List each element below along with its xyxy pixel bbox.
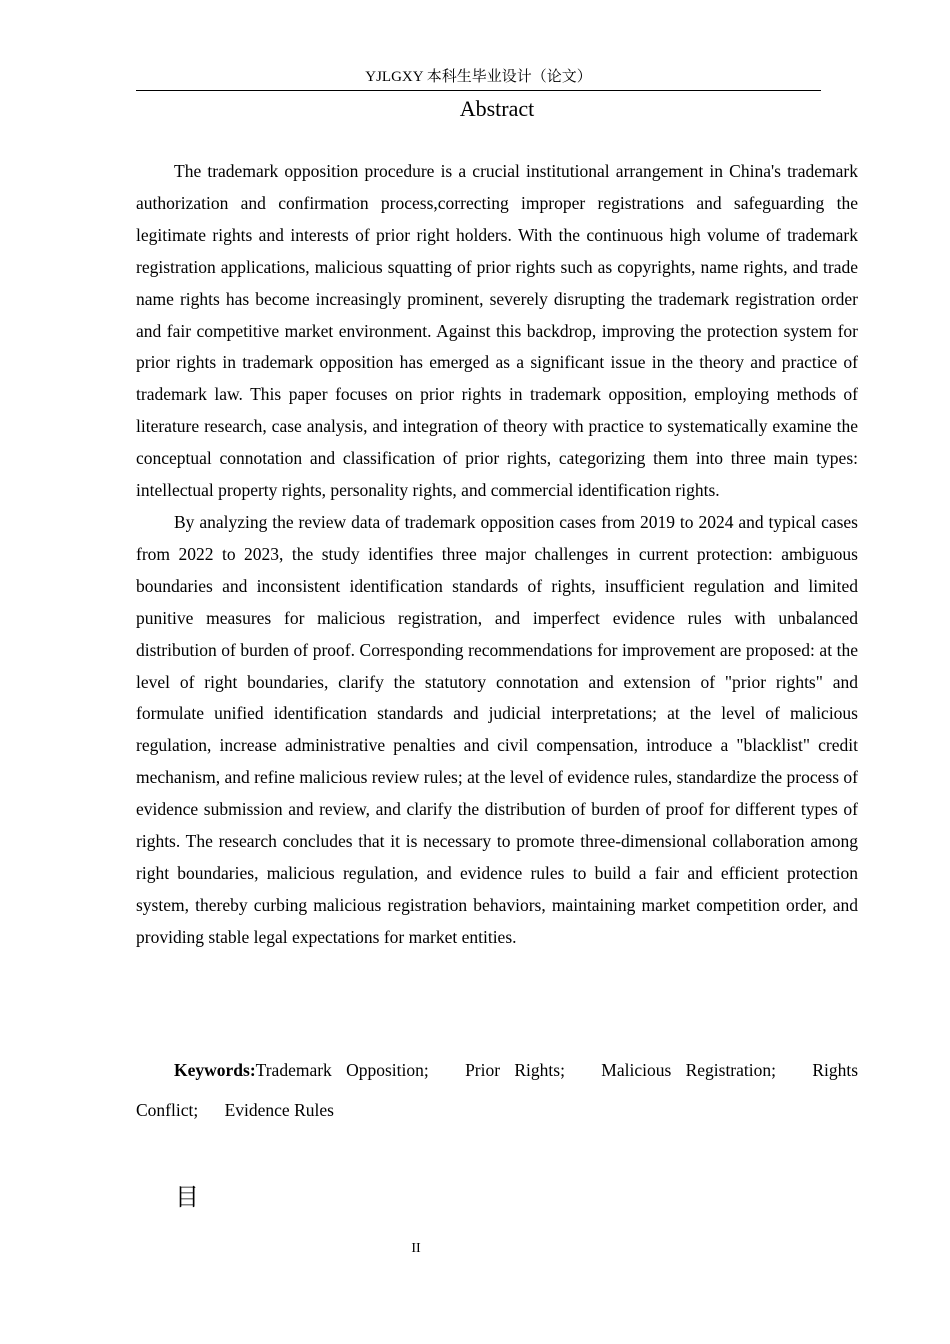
abstract-paragraph-2: By analyzing the review data of trademark opposition cases from 2019 to 2024 and typical cases from 2022 to 2023, the study identifies three major challenges in current protection: ambiguous boundaries and inconsistent identification standards of rights, insufficient regulation and limited punitive measures for malicious registration, and imperfect evidence rules with unbalanced distribution of burden of proof. Corresponding recommendations for improvement are proposed: at the level of right boundaries, clarify the statutory connotation and extension of "prior rights" and formulate unified identification standards and judicial interpretations; at the level of malicious regulation, increase administrative penalties and civil compensation, introduce a "blacklist" credit mechanism, and refine malicious review rules; at the level of evidence rules, standardize the process of evidence submission and review, and clarify the distribution of burden of proof for different types of rights. The research concludes that it is necessary to promote three-dimensional collaboration among right boundaries, malicious regulation, and evidence rules to build a fair and efficient protection system, thereby curbing malicious registration behaviors, maintaining market competition order, and providing stable legal expectations for market entities.: [136, 511, 858, 947]
toc-heading-fragment: 目: [175, 1183, 199, 1211]
abstract-title: Abstract: [459, 96, 535, 121]
keyword-item: Trademark Opposition;: [255, 1060, 429, 1080]
keyword-item: Prior Rights;: [465, 1060, 565, 1080]
page-number: II: [411, 1241, 421, 1256]
keywords-line: [136, 1050, 858, 1130]
keywords-label: Keywords:: [174, 1060, 256, 1080]
keyword-item: Malicious Registration;: [601, 1060, 776, 1080]
abstract-body: [136, 156, 858, 954]
running-header: YJLGXY 本科生毕业设计（论文）: [136, 66, 821, 91]
keyword-item: Evidence Rules: [224, 1100, 334, 1120]
keyword-item: Rights Conflict;: [136, 1060, 859, 1120]
abstract-paragraph-1: The trademark opposition procedure is a crucial institutional arrangement in China's trademark authorization and confirmation process,correcting improper registrations and safeguarding the legitimate rights and interests of prior right holders. With the continuous high volume of trademark registration applications, malicious squatting of prior rights such as copyrights, name rights, and trade name rights has become increasingly prominent, severely disrupting the trademark registration order and fair competitive market environment. Against this backdrop, improving the protection system for prior rights in trademark opposition has emerged as a significant issue in the theory and practice of trademark law. This paper focuses on prior rights in trademark opposition, employing methods of literature research, case analysis, and integration of theory with practice to systematically examine the conceptual connotation and classification of prior rights, categorizing them into three main types: intellectual property rights, personality rights, and commercial identification rights.: [136, 161, 858, 501]
